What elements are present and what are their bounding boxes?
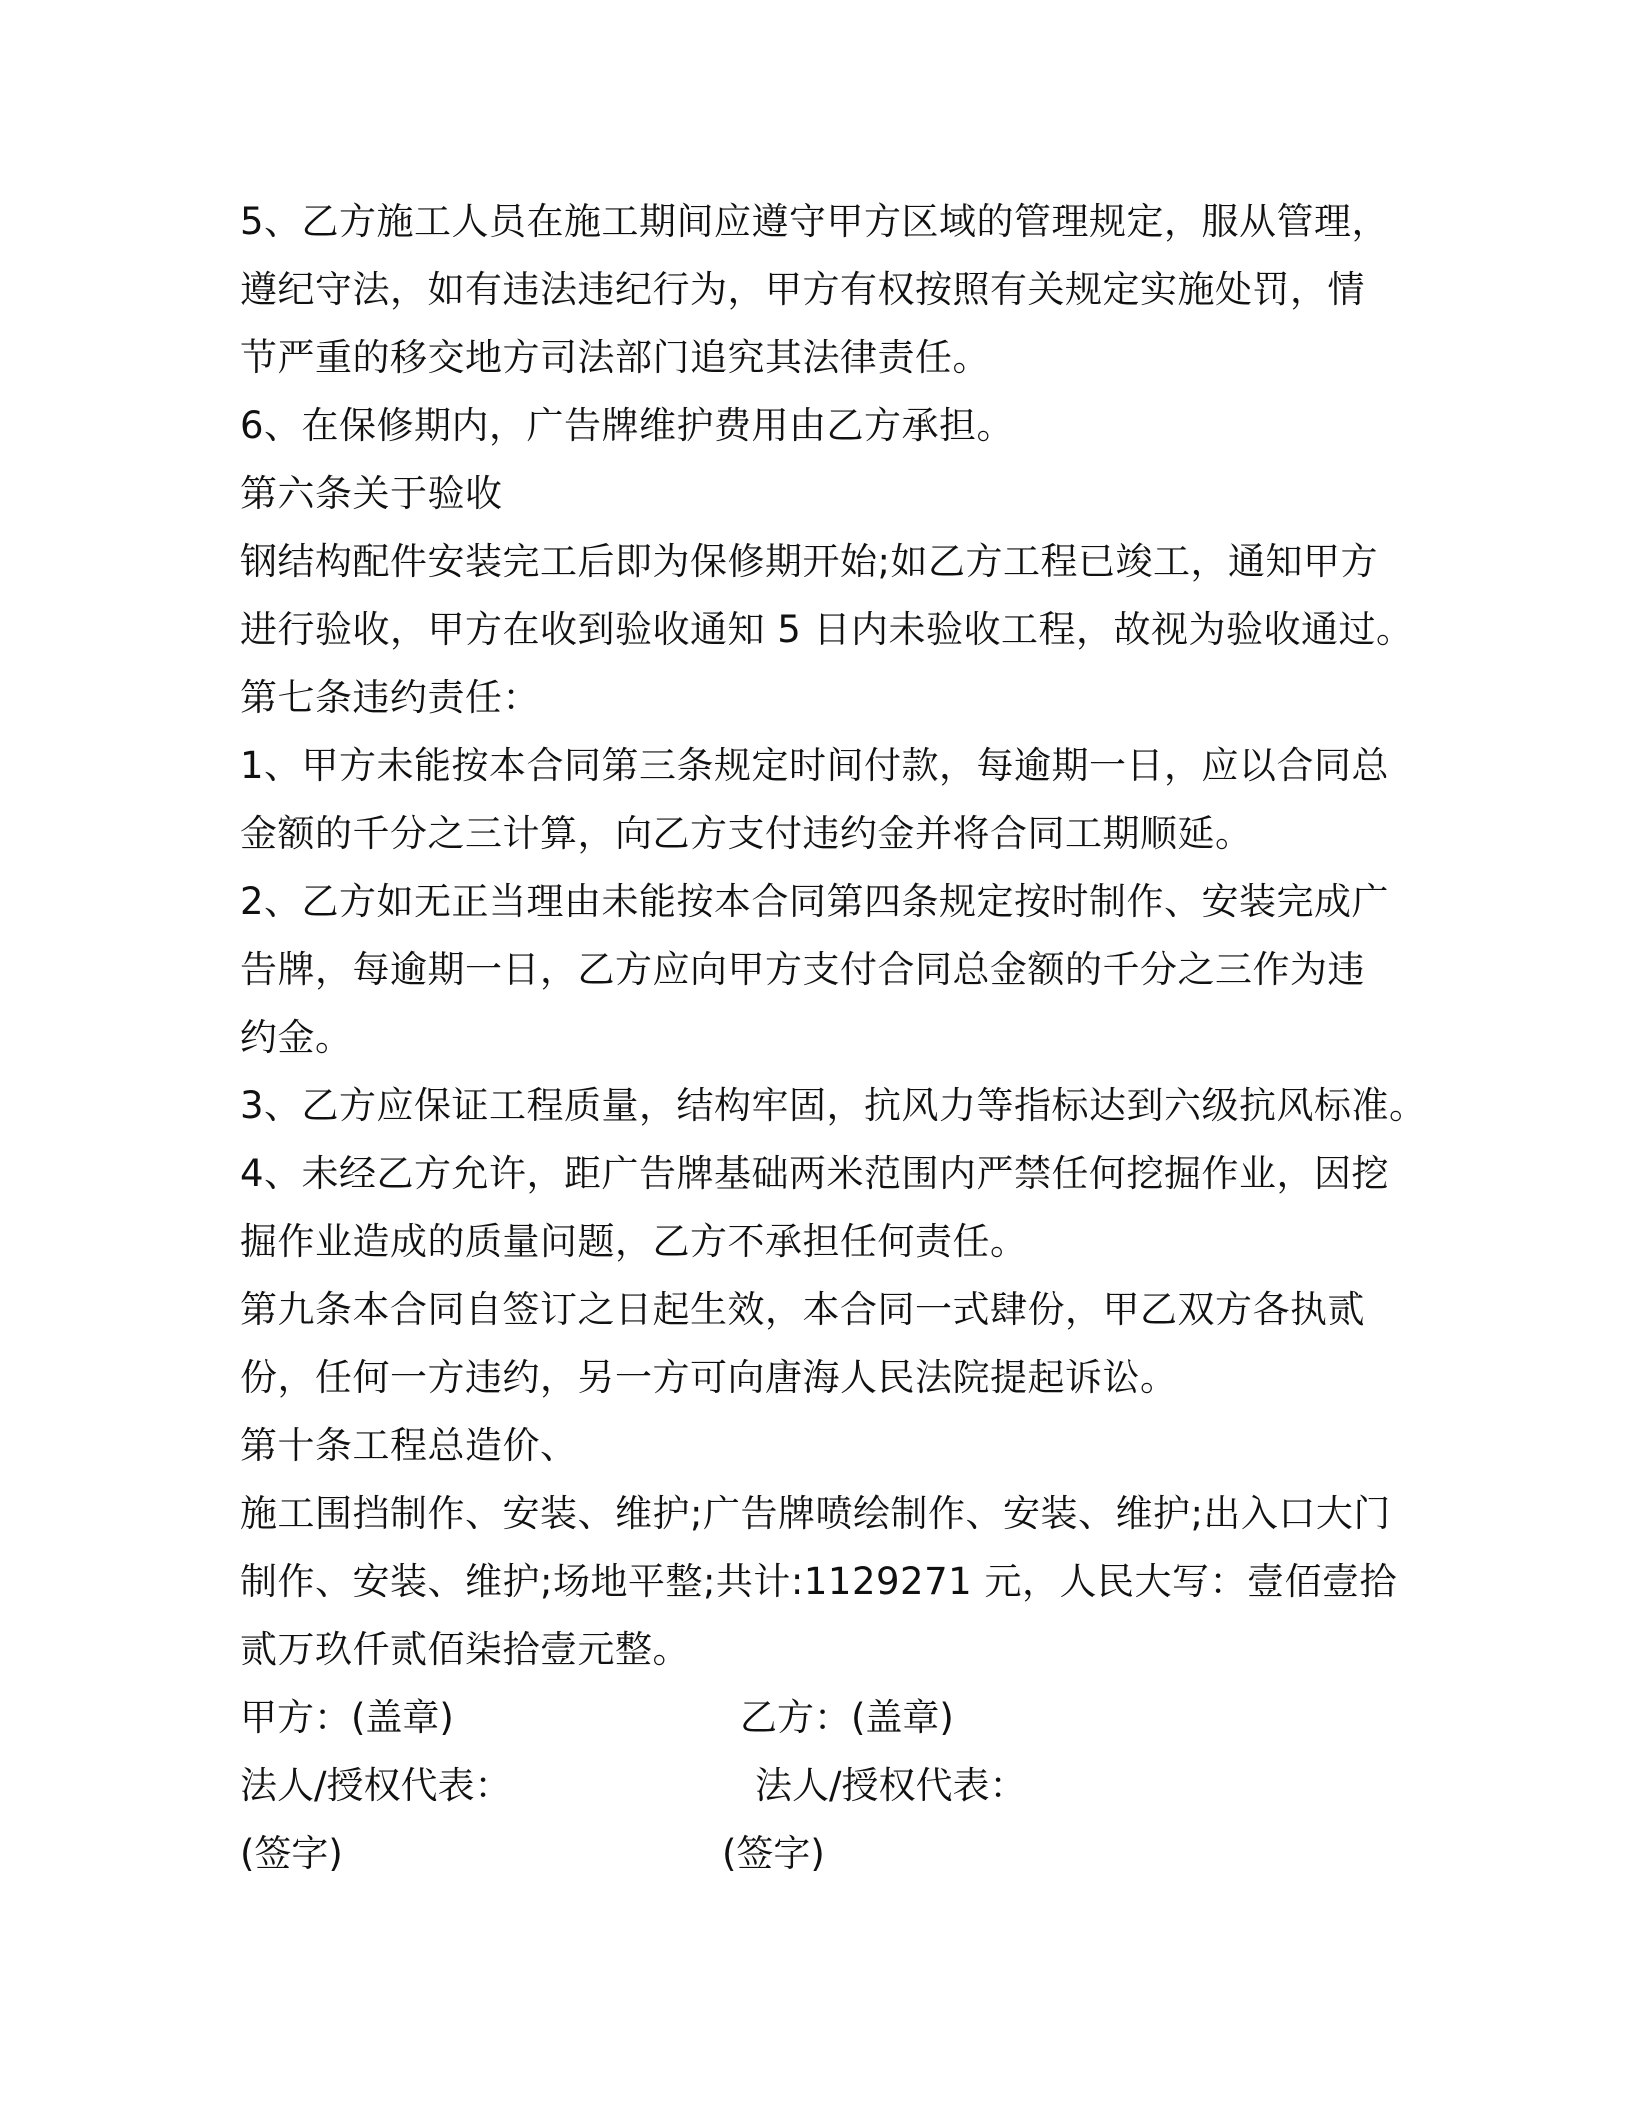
text-line: 5、乙方施工人员在施工期间应遵守甲方区域的管理规定，服从管理，: [240, 200, 1390, 243]
text-line: 第九条本合同自签订之日起生效，本合同一式肆份，甲乙双方各执贰: [240, 1288, 1365, 1331]
text-line: 份，任何一方违约，另一方可向唐海人民法院提起诉讼。: [240, 1356, 1178, 1399]
party-a-rep-label: 法人/授权代表：: [240, 1764, 512, 1807]
party-b-sign-label: (签字): [722, 1832, 825, 1875]
signature-row-sign: [240, 1820, 1390, 1888]
text-line: 进行验收，甲方在收到验收通知 5 日内未验收工程，故视为验收通过。: [240, 608, 1414, 651]
party-b-rep-label: 法人/授权代表：: [755, 1764, 1027, 1807]
text-line: 约金。: [240, 1016, 353, 1059]
text-line: 掘作业造成的质量问题，乙方不承担任何责任。: [240, 1220, 1028, 1263]
text-line: 1、甲方未能按本合同第三条规定时间付款，每逾期一日，应以合同总: [240, 744, 1390, 787]
text-line: 贰万玖仟贰佰柒拾壹元整。: [240, 1628, 690, 1671]
signature-row-seal: [240, 1684, 1390, 1752]
text-line: 告牌，每逾期一日，乙方应向甲方支付合同总金额的千分之三作为违: [240, 948, 1365, 991]
signature-row-rep: [240, 1752, 1390, 1820]
party-a-seal-label: 甲方：(盖章): [240, 1696, 454, 1739]
text-line: 2、乙方如无正当理由未能按本合同第四条规定按时制作、安装完成广: [240, 880, 1390, 923]
section-heading: 第七条违约责任：: [240, 676, 540, 719]
section-heading: 第六条关于验收: [240, 472, 503, 515]
text-line: 6、在保修期内，广告牌维护费用由乙方承担。: [240, 404, 1015, 447]
text-line: 遵纪守法，如有违法违纪行为，甲方有权按照有关规定实施处罚，情: [240, 268, 1365, 311]
text-line: 施工围挡制作、安装、维护;广告牌喷绘制作、安装、维护;出入口大门: [240, 1492, 1391, 1535]
text-line: 制作、安装、维护;场地平整;共计:1129271 元，人民大写：壹佰壹拾: [240, 1560, 1397, 1603]
document-body: [240, 188, 1427, 1888]
text-line: 节严重的移交地方司法部门追究其法律责任。: [240, 336, 990, 379]
section-heading: 第十条工程总造价、: [240, 1424, 578, 1467]
text-line: 钢结构配件安装完工后即为保修期开始;如乙方工程已竣工，通知甲方: [240, 540, 1378, 583]
text-line: 金额的千分之三计算，向乙方支付违约金并将合同工期顺延。: [240, 812, 1253, 855]
party-b-seal-label: 乙方：(盖章): [740, 1696, 954, 1739]
text-line: 3、乙方应保证工程质量，结构牢固，抗风力等指标达到六级抗风标准。: [240, 1084, 1427, 1127]
text-line: 4、未经乙方允许，距广告牌基础两米范围内严禁任何挖掘作业，因挖: [240, 1152, 1390, 1195]
party-a-sign-label: (签字): [240, 1832, 343, 1875]
